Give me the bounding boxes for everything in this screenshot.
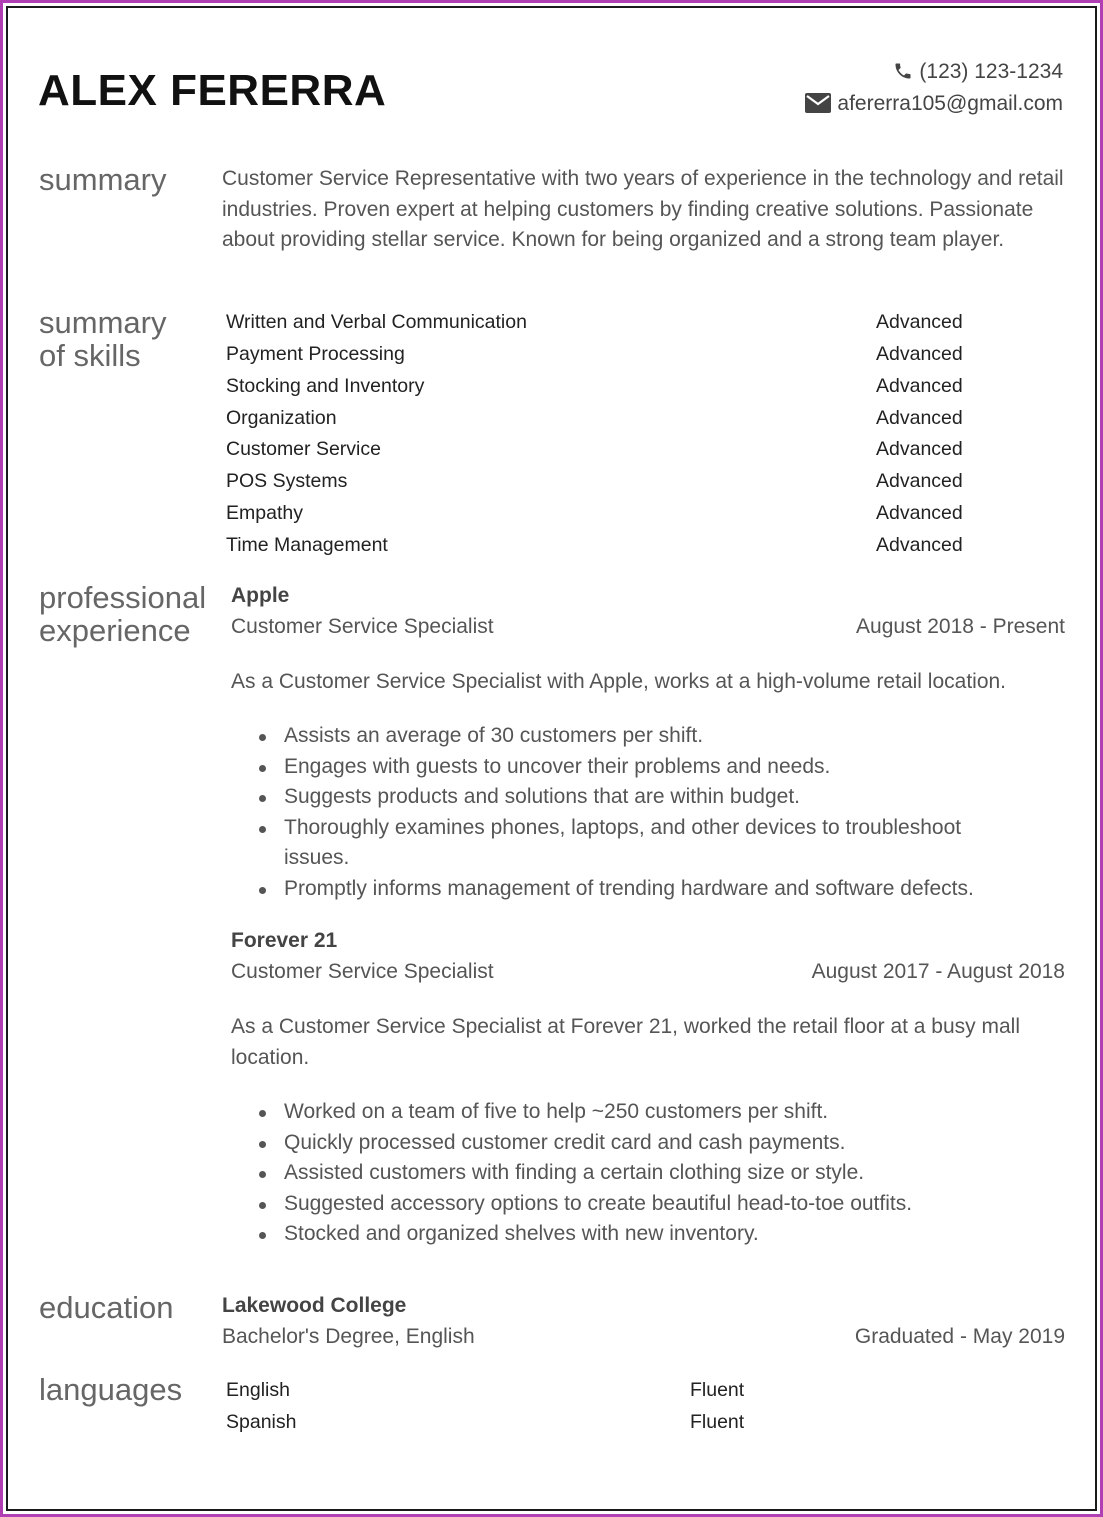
job-description: As a Customer Service Specialist at Forever 21, worked the retail floor at a busy mall location. xyxy=(231,1015,1020,1069)
list-item: Promptly informs management of trending hardware and software defects. xyxy=(231,874,1021,905)
list-item: Assists an average of 30 customers per shift. xyxy=(231,721,1021,752)
language-name: Spanish xyxy=(226,1411,297,1433)
job-bullet-list xyxy=(231,721,1021,904)
section-label-experience xyxy=(39,581,206,647)
section-label-languages: languages xyxy=(39,1372,183,1407)
language-name: English xyxy=(226,1379,290,1401)
list-item: Suggested accessory options to create beautiful head-to-toe outfits. xyxy=(231,1189,1021,1220)
language-level: Fluent xyxy=(690,1411,745,1433)
skill-name: Payment Processing xyxy=(226,343,405,365)
job-company: Forever 21 xyxy=(231,929,338,952)
skills-label-line1: summary xyxy=(39,305,167,340)
section-label-skills xyxy=(39,306,166,372)
skill-name: POS Systems xyxy=(226,470,348,492)
skills-label-line2: of skills xyxy=(39,338,141,373)
education-school: Lakewood College xyxy=(222,1294,407,1317)
skill-row xyxy=(226,534,963,557)
job-role: Customer Service Specialist xyxy=(231,960,494,983)
skills-table xyxy=(226,311,1026,561)
list-item: Quickly processed customer credit card and cash payments. xyxy=(231,1128,1021,1159)
skill-name: Stocking and Inventory xyxy=(226,375,425,397)
skill-level: Advanced xyxy=(876,534,963,556)
skill-row xyxy=(226,407,963,430)
contact-email xyxy=(805,92,1063,116)
email-address: afererra105@gmail.com xyxy=(837,92,1063,115)
job-company: Apple xyxy=(231,584,290,607)
education-graduated: Graduated - May 2019 xyxy=(854,1325,1065,1348)
skill-name: Customer Service xyxy=(226,438,381,460)
skill-row xyxy=(226,502,963,525)
section-label-education: education xyxy=(39,1290,174,1325)
experience-label-line1: professional xyxy=(39,580,207,615)
education-degree: Bachelor's Degree, English xyxy=(222,1325,475,1348)
job-description: As a Customer Service Specialist with Apple, works at a high-volume retail location. xyxy=(231,670,1007,693)
skill-row xyxy=(226,470,963,493)
summary-text: Customer Service Representative with two years of experience in the technology and retail industries. Proven expert at helping customers by finding creative solutions. Passionate about providing stellar service. Known for being organized and a strong team player. xyxy=(222,167,1064,251)
skill-name: Written and Verbal Communication xyxy=(226,311,527,333)
language-row xyxy=(226,1411,745,1434)
list-item: Suggests products and solutions that are within budget. xyxy=(231,782,1021,813)
list-item: Worked on a team of five to help ~250 customers per shift. xyxy=(231,1097,1021,1128)
section-label-summary: summary xyxy=(39,162,167,197)
skill-name: Time Management xyxy=(226,534,388,556)
experience-label-line2: experience xyxy=(39,613,191,648)
skill-row xyxy=(226,438,963,461)
skill-row xyxy=(226,311,963,334)
skill-level: Advanced xyxy=(876,343,963,365)
candidate-name: ALEX FERERRA xyxy=(38,66,387,115)
contact-phone xyxy=(893,60,1063,84)
language-row xyxy=(226,1379,745,1402)
skill-level: Advanced xyxy=(876,438,963,460)
skill-name: Empathy xyxy=(226,502,303,524)
skill-level: Advanced xyxy=(876,311,963,333)
skill-level: Advanced xyxy=(876,470,963,492)
job-dates: August 2018 - Present xyxy=(856,615,1065,638)
skill-name: Organization xyxy=(226,407,337,429)
skill-level: Advanced xyxy=(876,502,963,524)
phone-icon xyxy=(893,61,913,81)
list-item: Stocked and organized shelves with new inventory. xyxy=(231,1219,1021,1250)
skill-level: Advanced xyxy=(876,407,963,429)
skill-level: Advanced xyxy=(876,375,963,397)
envelope-icon xyxy=(805,93,831,113)
skill-row xyxy=(226,343,963,366)
job-bullet-list xyxy=(231,1097,1021,1250)
list-item: Assisted customers with finding a certain clothing size or style. xyxy=(231,1158,1021,1189)
job-role: Customer Service Specialist xyxy=(231,615,494,638)
list-item: Thoroughly examines phones, laptops, and other devices to troubleshoot issues. xyxy=(231,813,1021,874)
languages-table xyxy=(226,1379,826,1443)
skill-row xyxy=(226,375,963,398)
job-dates: August 2017 - August 2018 xyxy=(811,960,1065,983)
phone-number: (123) 123-1234 xyxy=(919,60,1063,83)
language-level: Fluent xyxy=(690,1379,745,1401)
list-item: Engages with guests to uncover their problems and needs. xyxy=(231,752,1021,783)
